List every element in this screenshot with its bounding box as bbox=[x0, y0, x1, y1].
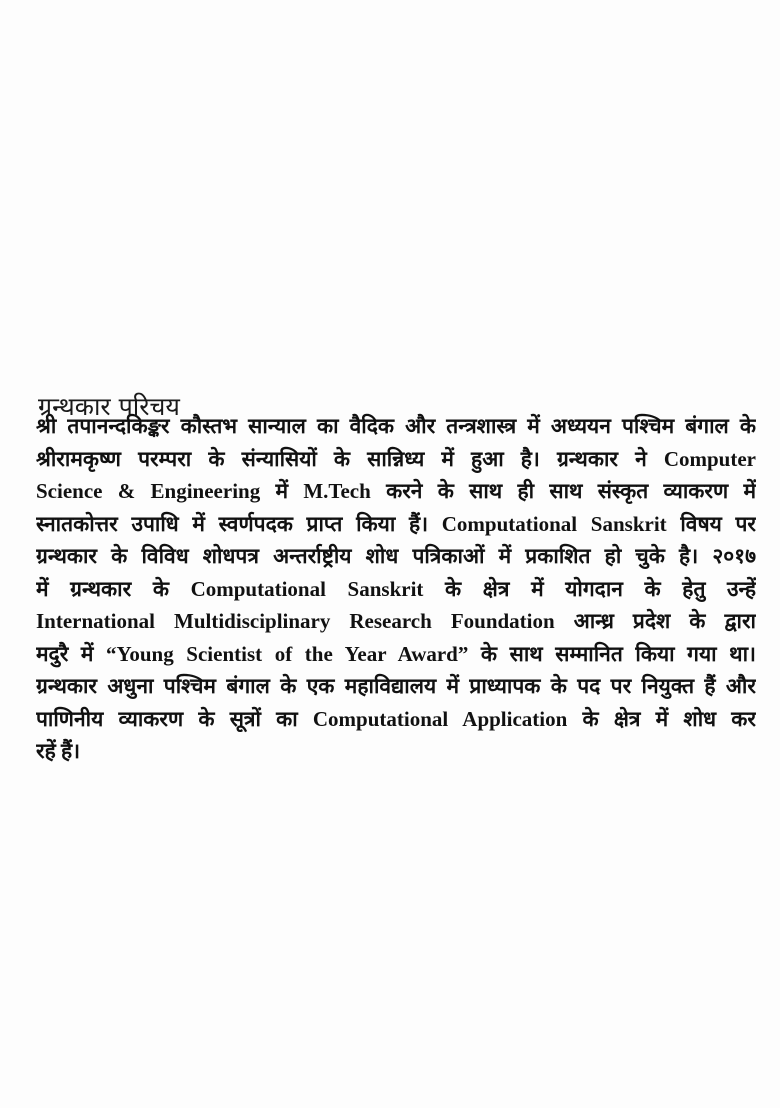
paragraph-line: श्रीरामकृष्ण परम्परा के संन्यासियों के सान्निध्य में हुआ है। ग्रन्थकार ने Computer bbox=[36, 446, 756, 471]
paragraph-line: ग्रन्थकार के विविध शोधपत्र अन्तर्राष्ट्रीय शोध पत्रिकाओं में प्रकाशित हो चुके है। २०१७ bbox=[36, 544, 756, 568]
author-bio-paragraph bbox=[36, 410, 756, 768]
paragraph-line: स्नातकोत्तर उपाधि में स्वर्णपदक प्राप्त किया हैं। Computational Sanskrit विषय पर bbox=[36, 511, 756, 536]
paragraph-line: में ग्रन्थकार के Computational Sanskrit के क्षेत्र में योगदान के हेतु उन्हें bbox=[36, 576, 756, 601]
paragraph-line: श्री तपानन्दकिङ्कर कौस्तभ सान्याल का वैदिक और तन्त्रशास्त्र में अध्ययन पश्चिम बंगाल के bbox=[36, 414, 756, 438]
paragraph-line: मदुरै में “Young Scientist of the Year Award” के साथ सम्मानित किया गया था। bbox=[36, 641, 756, 666]
paragraph-line: ग्रन्थकार अधुना पश्चिम बंगाल के एक महाविद्यालय में प्राध्यापक के पद पर नियुक्त हैं और bbox=[36, 674, 756, 698]
section-heading: ग्रन्थकार परिचय bbox=[38, 391, 180, 421]
paragraph-line: रहें हैं। bbox=[36, 739, 81, 763]
paragraph-line: Science & Engineering में M.Tech करने के साथ ही साथ संस्कृत व्याकरण में bbox=[36, 479, 756, 503]
paragraph-line: पाणिनीय व्याकरण के सूत्रों का Computational Application के क्षेत्र में शोध कर bbox=[36, 706, 756, 731]
paragraph-line: International Multidisciplinary Research Foundation आन्ध्र प्रदेश के द्वारा bbox=[36, 609, 756, 633]
